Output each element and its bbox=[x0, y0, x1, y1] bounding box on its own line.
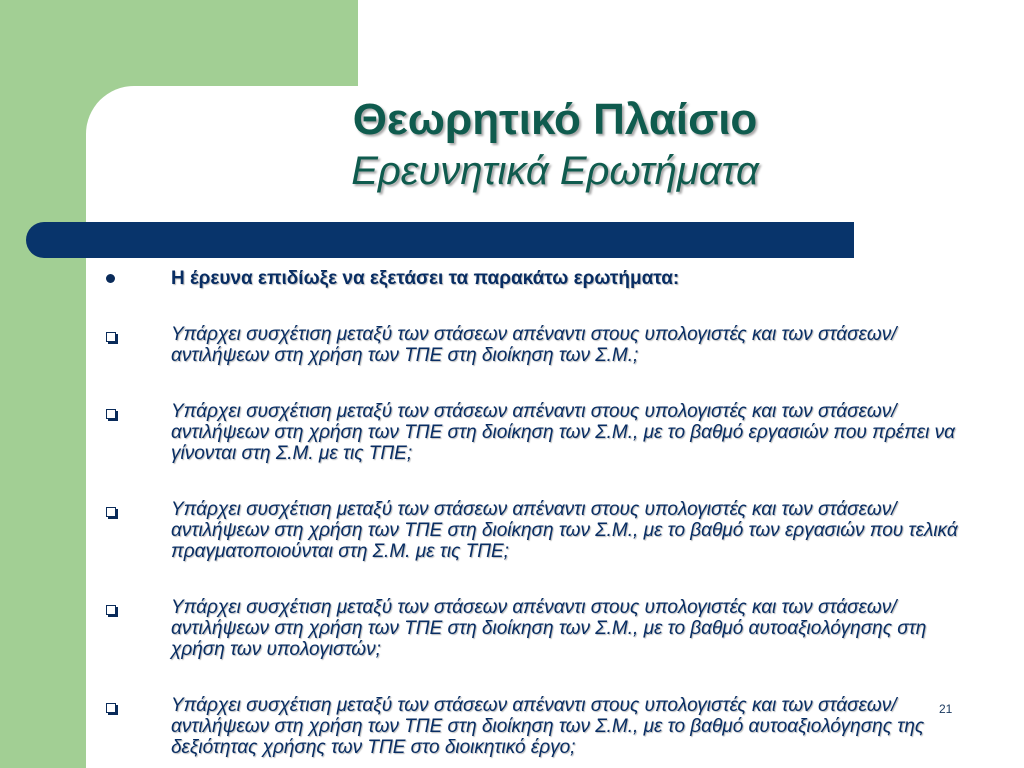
item-text: Υπάρχει συσχέτιση μεταξύ των στάσεων απέναντι στους υπολογιστές και των στάσεων/αντιλήψεων στη χρήση των ΤΠΕ στη διοίκηση των Σ.Μ., με το βαθμό των εργασιών που τελικά πραγματοποιούνται στη Σ.Μ. με τις ΤΠΕ; bbox=[171, 499, 958, 562]
checkbox-bullet-icon bbox=[106, 409, 116, 419]
checkbox-bullet-icon bbox=[106, 703, 116, 713]
item-text: Υπάρχει συσχέτιση μεταξύ των στάσεων απέναντι στους υπολογιστές και των στάσεων/αντιλήψεων στη χρήση των ΤΠΕ στη διοίκηση των Σ.Μ., με το βαθμό εργασιών που πρέπει να γίνονται στη Σ.Μ. με τις ΤΠΕ; bbox=[171, 401, 955, 464]
item-text: Υπάρχει συσχέτιση μεταξύ των στάσεων απέναντι στους υπολογιστές και των στάσεων/αντιλήψεων στη χρήση των ΤΠΕ στη διοίκηση των Σ.Μ.; bbox=[171, 324, 897, 366]
slide-subtitle: Ερευνητικά Ερωτήματα bbox=[351, 149, 759, 193]
checkbox-bullet-icon bbox=[106, 332, 116, 342]
intro-text: Η έρευνα επιδίωξε να εξετάσει τα παρακάτω ερωτήματα: bbox=[171, 268, 680, 289]
page-number: 21 bbox=[939, 702, 953, 716]
item-text: Υπάρχει συσχέτιση μεταξύ των στάσεων απέναντι στους υπολογιστές και των στάσεων/αντιλήψεων στη χρήση των ΤΠΕ στη διοίκηση των Σ.Μ., με το βαθμό αυτοαξιολόγησης στη χρήση των υπολογιστών; bbox=[171, 597, 927, 660]
bullet-dot-icon bbox=[106, 274, 115, 283]
slide-title: Θεωρητικό Πλαίσιο bbox=[352, 95, 758, 144]
checkbox-bullet-icon bbox=[106, 507, 116, 517]
item-text: Υπάρχει συσχέτιση μεταξύ των στάσεων απέναντι στους υπολογιστές και των στάσεων/αντιλήψεων στη χρήση των ΤΠΕ στη διοίκηση των Σ.Μ., με το βαθμό αυτοαξιολόγησης της δεξιότητας χρήσης των ΤΠΕ στο διοικητικό έργο; bbox=[171, 695, 925, 758]
checkbox-bullet-icon bbox=[106, 605, 116, 615]
